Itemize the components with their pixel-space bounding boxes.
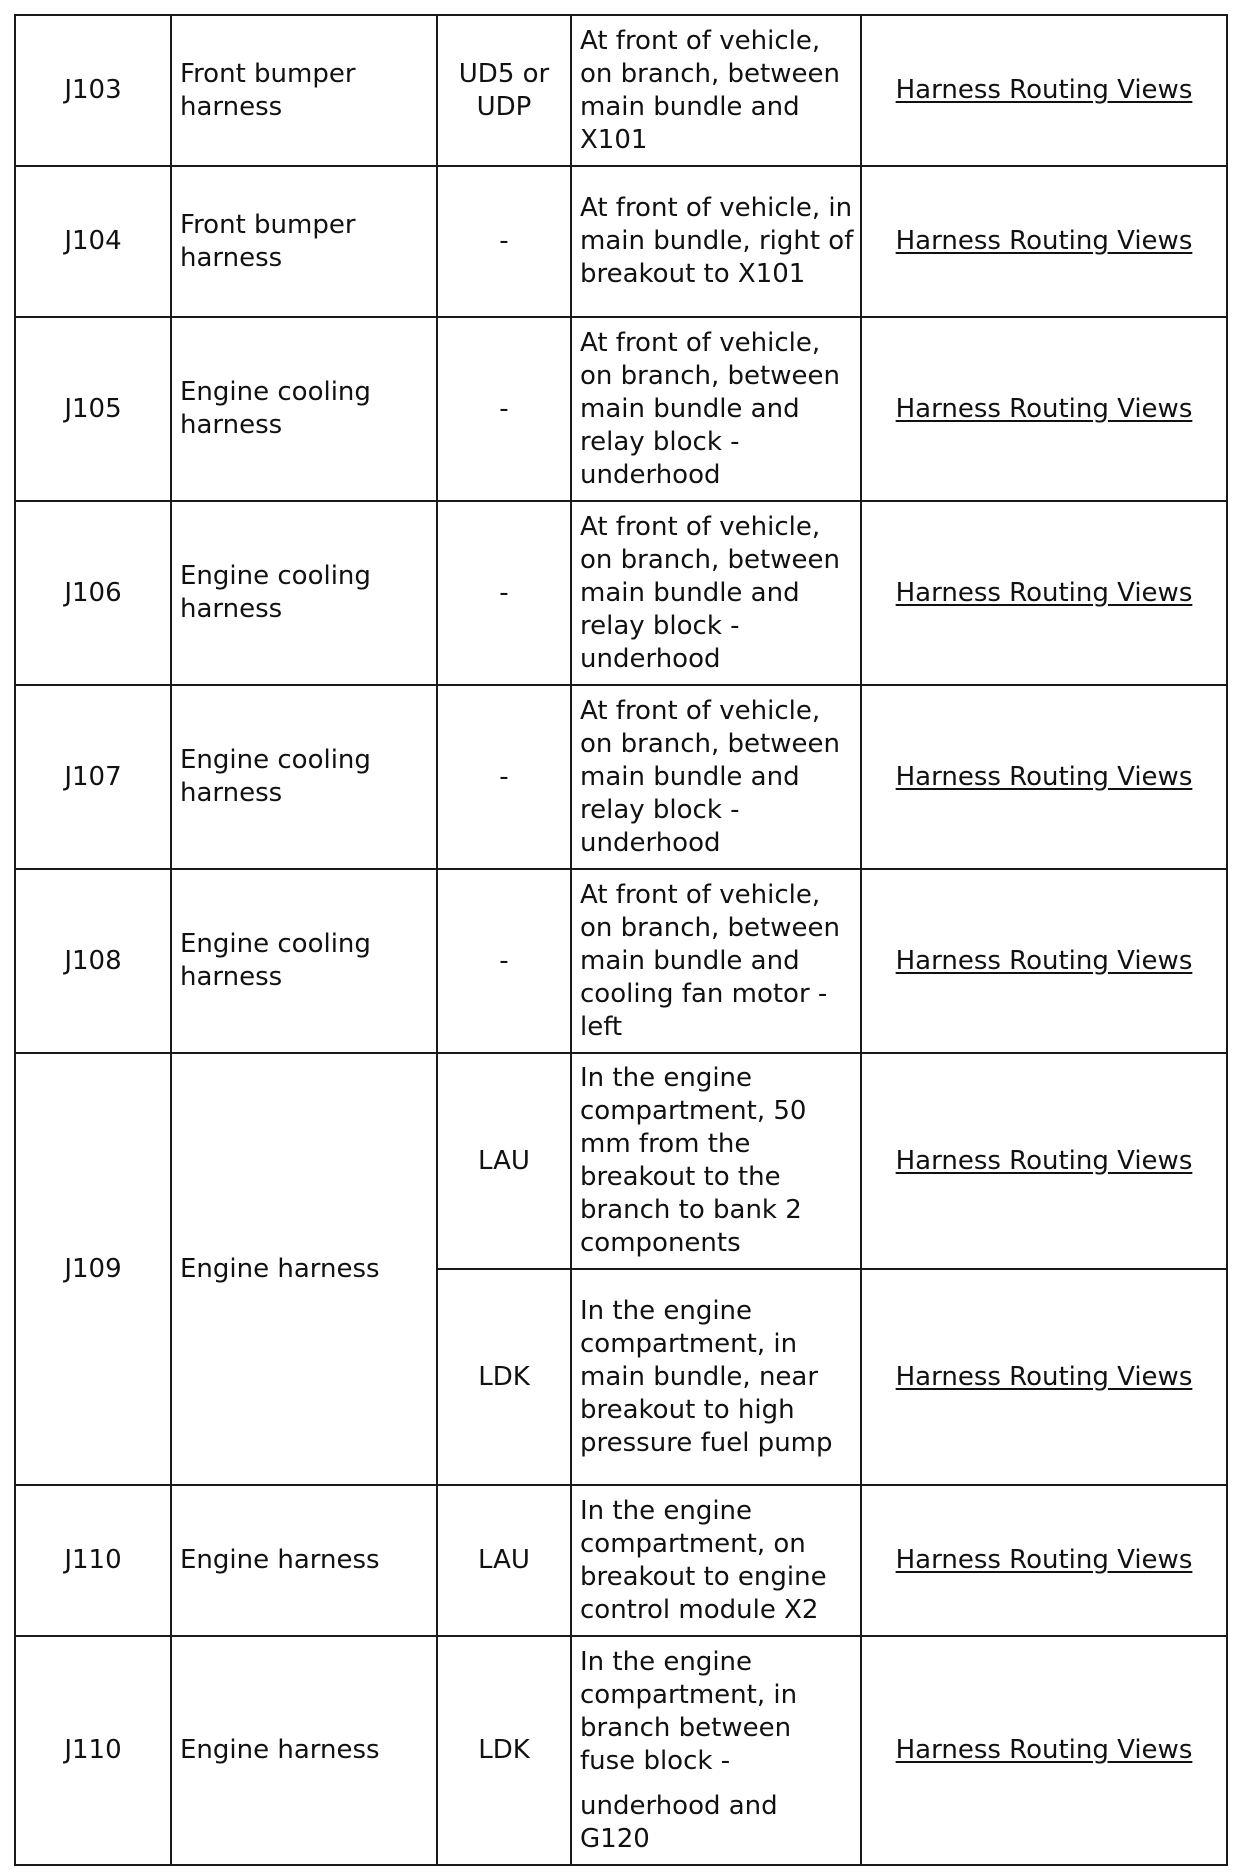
option-cell: LDK (437, 1636, 571, 1865)
routing-link-cell (861, 166, 1227, 317)
location-cell (571, 1636, 861, 1865)
harness-routing-views-link[interactable]: Harness Routing Views (895, 393, 1193, 424)
harness-name-cell: Engine harness (171, 1053, 437, 1485)
option-cell: UD5 or UDP (437, 15, 571, 166)
harness-name-cell: Front bumper harness (171, 166, 437, 317)
location-cell: In the engine compartment, on breakout to engine control module X2 (571, 1485, 861, 1636)
connector-location-table (14, 14, 1228, 1866)
routing-link-cell (861, 1053, 1227, 1269)
location-cell: At front of vehicle, on branch, between main bundle and X101 (571, 15, 861, 166)
harness-routing-views-link[interactable]: Harness Routing Views (895, 1545, 1193, 1575)
harness-name-cell: Front bumper harness (171, 15, 437, 166)
table-row (15, 501, 1227, 685)
routing-link-cell (861, 1485, 1227, 1636)
location-text-continued: underhood and G120 (580, 1790, 778, 1854)
location-cell: At front of vehicle, on branch, between main bundle and relay block - underhood (571, 685, 861, 869)
routing-link-cell (861, 1269, 1227, 1485)
option-cell: - (437, 317, 571, 501)
harness-routing-views-link[interactable]: Harness Routing Views (895, 945, 1193, 976)
harness-name-cell: Engine cooling harness (171, 317, 437, 501)
option-cell: - (437, 685, 571, 869)
location-cell: At front of vehicle, on branch, between main bundle and cooling fan motor - left (571, 869, 861, 1053)
harness-routing-views-link[interactable]: Harness Routing Views (895, 577, 1193, 608)
table-row (15, 166, 1227, 317)
table-row (15, 15, 1227, 166)
routing-link-cell (861, 1636, 1227, 1865)
harness-routing-views-link[interactable]: Harness Routing Views (895, 1735, 1193, 1765)
location-cell: In the engine compartment, in main bundle, near breakout to high pressure fuel pump (571, 1269, 861, 1485)
connector-id-cell: J106 (15, 501, 171, 685)
option-cell: LAU (437, 1053, 571, 1269)
harness-routing-views-link[interactable]: Harness Routing Views (895, 75, 1193, 105)
location-cell: At front of vehicle, in main bundle, right of breakout to X101 (571, 166, 861, 317)
connector-id-cell: J110 (15, 1636, 171, 1865)
option-cell: - (437, 501, 571, 685)
option-cell: - (437, 166, 571, 317)
connector-id-cell: J105 (15, 317, 171, 501)
harness-name-cell: Engine cooling harness (171, 685, 437, 869)
routing-link-cell (861, 869, 1227, 1053)
connector-id-cell: J104 (15, 166, 171, 317)
harness-name-cell: Engine harness (171, 1485, 437, 1636)
location-cell: At front of vehicle, on branch, between main bundle and relay block - underhood (571, 501, 861, 685)
harness-routing-views-link[interactable]: Harness Routing Views (895, 1145, 1193, 1176)
harness-name-cell: Engine harness (171, 1636, 437, 1865)
connector-id-cell: J109 (15, 1053, 171, 1485)
connector-table-container (14, 14, 1228, 1866)
harness-routing-views-link[interactable]: Harness Routing Views (895, 761, 1193, 792)
routing-link-cell (861, 15, 1227, 166)
harness-routing-views-link[interactable]: Harness Routing Views (895, 226, 1193, 256)
table-row (15, 317, 1227, 501)
option-cell: LDK (437, 1269, 571, 1485)
harness-routing-views-link[interactable]: Harness Routing Views (895, 1361, 1193, 1392)
location-cell: In the engine compartment, 50 mm from the breakout to the branch to bank 2 components (571, 1053, 861, 1269)
table-row (15, 1485, 1227, 1636)
location-cell: At front of vehicle, on branch, between main bundle and relay block - underhood (571, 317, 861, 501)
routing-link-cell (861, 685, 1227, 869)
connector-id-cell: J108 (15, 869, 171, 1053)
routing-link-cell (861, 317, 1227, 501)
location-text: In the engine compartment, in branch between fuse block - (580, 1646, 798, 1776)
connector-id-cell: J103 (15, 15, 171, 166)
harness-name-cell: Engine cooling harness (171, 869, 437, 1053)
routing-link-cell (861, 501, 1227, 685)
table-row (15, 1636, 1227, 1865)
connector-id-cell: J107 (15, 685, 171, 869)
option-cell: - (437, 869, 571, 1053)
connector-id-cell: J110 (15, 1485, 171, 1636)
option-cell: LAU (437, 1485, 571, 1636)
table-row (15, 869, 1227, 1053)
table-row (15, 685, 1227, 869)
harness-name-cell: Engine cooling harness (171, 501, 437, 685)
table-row (15, 1053, 1227, 1269)
